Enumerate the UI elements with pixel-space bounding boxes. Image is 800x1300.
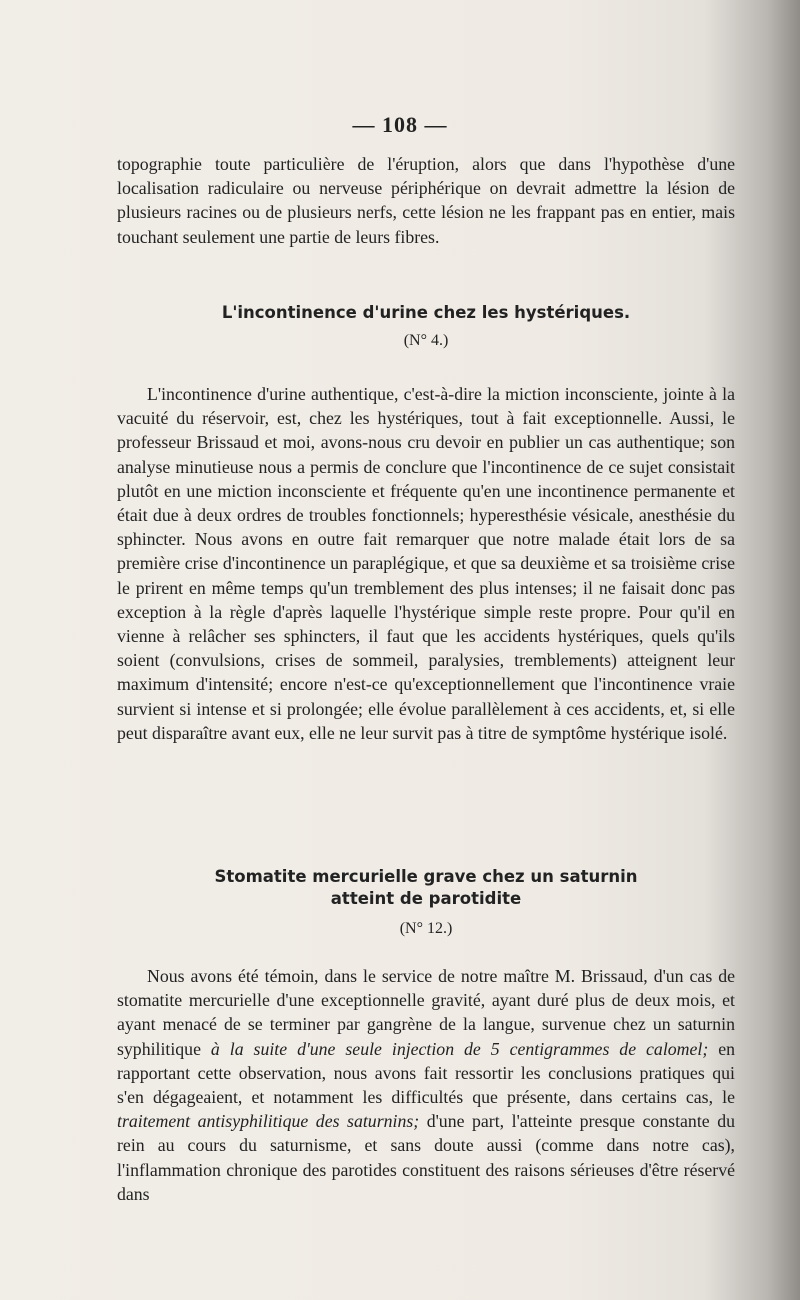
paragraph-stomatite-part2: en rapportant cette observation, nous avons fait ressortir les conclusions pratiques qui s'en dégageaient, et notamment les difficultés que présente, dans certains cas, le (117, 1038, 735, 1108)
section-note-stomatite: (N° 12.) (399, 920, 453, 937)
paragraph-stomatite-italic1: à la suite d'une seule injection de 5 centigrammes de calomel; (210, 1038, 709, 1059)
section-title-stomatite-line1: Stomatite mercurielle grave chez un saturnin (214, 867, 638, 886)
section-note-incontinence: (N° 4.) (403, 332, 449, 349)
paragraph-stomatite (117, 964, 735, 1206)
section-title-incontinence: L'incontinence d'urine chez les hystériques. (221, 303, 631, 322)
continuation-paragraph: topographie toute particulière de l'éruption, alors que dans l'hypothèse d'une localisation radiculaire ou nerveuse périphérique on devrait admettre la lésion de plusieurs racines ou de plusieurs nerfs, cette lésion ne les frappant pas en entier, mais touchant seulement une partie de leurs fibres. (117, 154, 735, 247)
section-title-stomatite-line2: atteint de parotidite (330, 889, 522, 908)
paragraph-stomatite-part1: Nous avons été témoin, dans le service de notre maître M. Brissaud, d'un cas de stomatite mercurielle d'une exceptionnelle gravité, ayant duré plus de deux mois, et ayant menacé de se terminer par gangrène de la langue, survenue chez un saturnin syphilitique (117, 966, 735, 1059)
paragraph-incontinence: L'incontinence d'urine authentique, c'est-à-dire la miction inconsciente, jointe à la vacuité du réservoir, est, chez les hystériques, tout à fait exceptionnelle. Aussi, le professeur Brissaud et moi, avons-nous cru devoir en publier un cas authentique; son analyse minutieuse nous a permis de conclure que l'incontinence de ce sujet consistait plutôt en une miction inconsciente et fréquente qu'en une incontinence permanente et était due à deux ordres de troubles fonctionnels; hyperesthésie vésicale, anesthésie du sphincter. Nous avons en outre fait remarquer que notre malade était lors de sa première crise d'incontinence un paraplégique, et que sa deuxième et sa troisième crise le prirent en même temps qu'un tremblement des plus intenses; il ne faisait donc pas exception à la règle d'après laquelle l'hystérique simple reste propre. Pour qu'il en vienne à relâcher ses sphincters, il faut que les accidents hystériques, quels qu'ils soient (convulsions, crises de sommeil, paralysies, tremblements) atteignent leur maximum d'intensité; encore n'est-ce qu'exceptionnellement que l'incontinence vraie survient si intense et si prolongée; elle évolue parallèlement à ces accidents, et, si elle peut disparaître avant eux, elle ne leur survit pas à titre de symptôme hystérique isolé. (117, 384, 735, 743)
page-number: — 108 — (352, 112, 448, 137)
paragraph-stomatite-part3: d'une part, l'atteinte presque constante du rein au cours du saturnisme, et sans doute aussi (comme dans notre cas), l'inflammation chronique des parotides constituent des raisons sérieuses d'être réservé dans (117, 1111, 735, 1204)
section-title-stomatite (117, 866, 735, 910)
paragraph-stomatite-italic2: traitement antisyphilitique des saturnins; (117, 1111, 420, 1132)
